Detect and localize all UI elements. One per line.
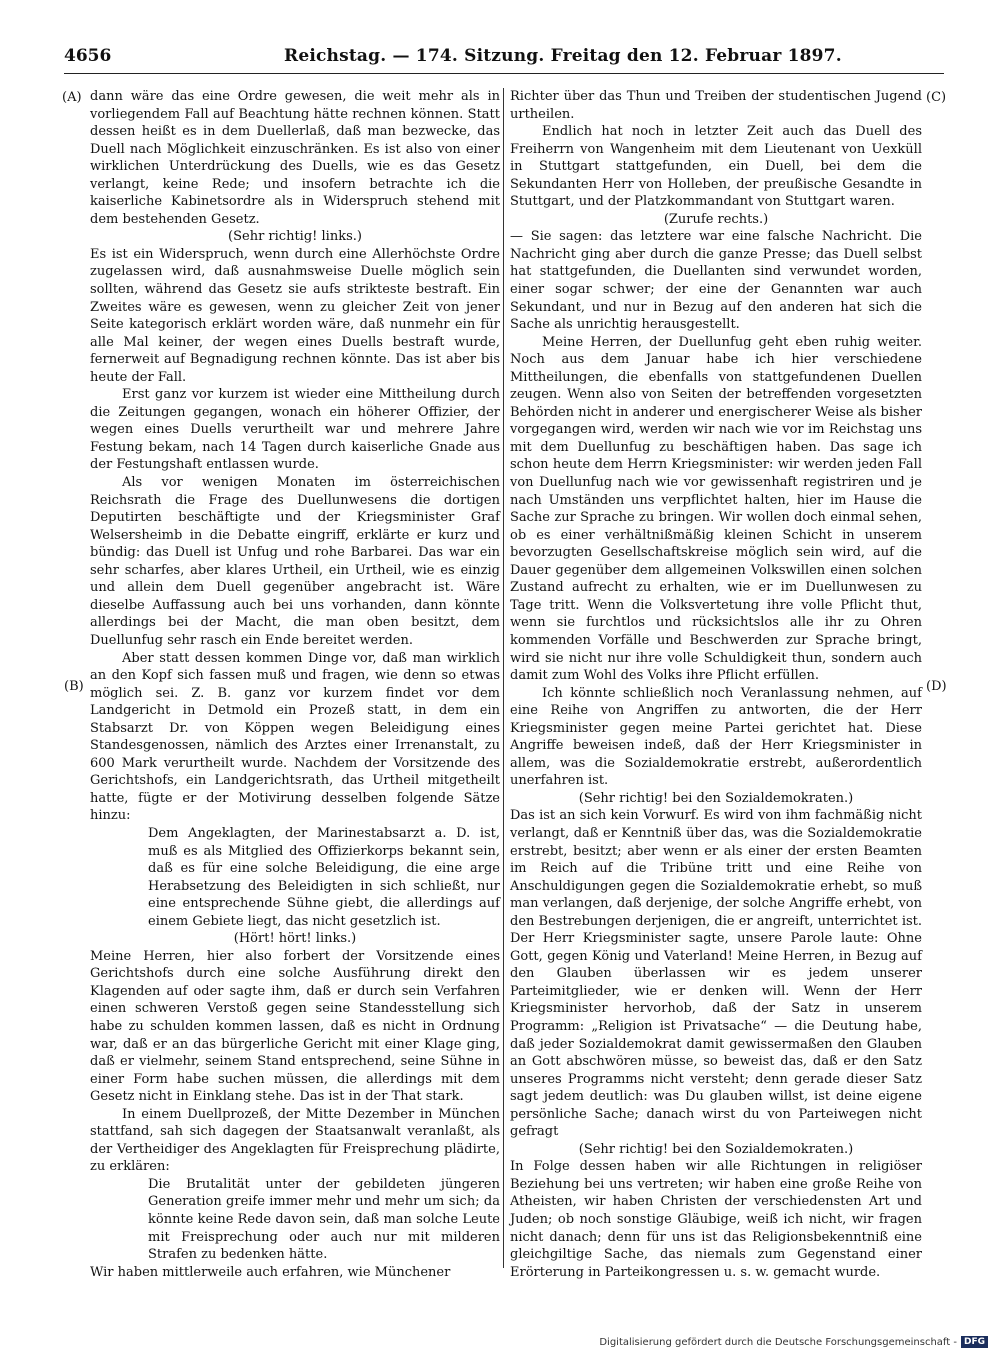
margin-marker-b: (B) xyxy=(64,679,84,694)
paragraph: Wir haben mittlerweile auch erfahren, wie Münchener xyxy=(90,1264,451,1280)
interjection: (Zurufe rechts.) xyxy=(663,211,769,227)
paragraph: Es ist ein Widerspruch, wenn durch eine Allerhöchste Ordre zugelassen wird, daß ausnahmsweise Duelle möglich sein sollten, während das Gesetz sie aufs strikteste bestraft. Ein Zweites wäre es gewesen, wenn zu gleicher Zeit von jener Seite kategorisch erklärt worden wäre, daß nunmehr ein für alle Mal keiner, der wegen eines Duells bestraft wurde, fernerweit auf Begnadigung rechnen könnte. Das ist aber bis heute der Fall. xyxy=(90,246,500,385)
paragraph: Endlich hat noch in letzter Zeit auch das Duell des Freiherrn von Wangenheim mit dem Lieutenant von Uexküll in Stuttgart stattgefunden, ein Duell, bei dem die Sekundanten Herr von Holleben, der preußische Gesandte in Stuttgart, und der Platzkommandant von Stuttgart waren. xyxy=(510,124,922,210)
paragraph: Richter über das Thun und Treiben der studentischen Jugend urtheilen. xyxy=(510,89,922,122)
page-header xyxy=(64,46,944,72)
paragraph: dann wäre das eine Ordre gewesen, die weit mehr als in vorliegendem Fall auf Beachtung hätte rechnen können. Statt dessen heißt es in dem Duellerlaß, daß man bezwecke, das Duell nach Möglichkeit einzuschränken. Es ist also von einer wirklichen Unterdrückung des Duells, wie es das Gesetz verlangt, keine Rede; und insofern betrachte ich die kaiserliche Kabinetsordre als in Widerspruch stehend mit dem bestehenden Gesetz. xyxy=(90,89,500,227)
paragraph: — Sie sagen: das letztere war eine falsche Nachricht. Die Nachricht ging aber durch die ganze Presse; das Duell selbst hat stattgefunden, die Duellanten sind verwundet worden, einer sogar schwer; der eine der Genannten war auch Sekundant, und nur in Bezug auf den anderen hat sich die Sache als unrichtig herausgestellt. xyxy=(510,229,922,333)
paragraph: In einem Duellprozeß, der Mitte Dezember in München stattfand, sah sich dagegen der Staatsanwalt veranlaßt, als der Vertheidiger des Angeklagten für Freisprechung plädirte, zu erklären: xyxy=(90,1106,500,1175)
block-quote: Die Brutalität unter der gebildeten jüngeren Generation greife immer mehr und mehr um sich; da könnte keine Rede davon sein, daß man solche Leute mit Freisprechung oder auch nur mit milderen Strafen zu bedenken hätte. xyxy=(148,1176,500,1263)
paragraph: In Folge dessen haben wir alle Richtungen in religiöser Beziehung bei uns vertreten; wir haben eine große Reihe von Atheisten, wir haben Christen der verschiedensten Art und Juden; ob noch sonstige Gläubige, weiß ich nicht, wir fragen nicht danach; denn für uns ist das Religionsbekenntniß eine gleichgiltige Sache, das niemals zum Gegenstand einer Erörterung in Parteikongressen u. s. w. gemacht wurde. xyxy=(510,1159,922,1280)
block-quote: Dem Angeklagten, der Marinestabsarzt a. D. ist, muß es als Mitglied des Offizierkorps bekannt sein, daß es für eine solche Beleidigung, die eine arge Herabsetzung des Beleidigten in sich schließt, nur eine entsprechende Sühne giebt, die allerdings auf einem Gebiete liegt, das nicht gesetzlich ist. xyxy=(148,825,500,929)
paragraph: Das ist an sich kein Vorwurf. Es wird von ihm fachmäßig nicht verlangt, daß er Kenntniß über das, was die Sozialdemokratie erstrebt, besitzt; aber wenn er als einer der ersten Beamten im Reich auf die Tribüne tritt und eine Reihe von Anschuldigungen gegen die Sozialdemokratie erhebt, so muß man verlangen, daß derjenige, der solche Angriffe erhebt, von den Bestrebungen derjenigen, die er angreift, unterrichtet ist. Der Herr Kriegsminister sagte, unsere Parole laute: Ohne Gott, gegen König und Vaterland! Meine Herren, in Bezug auf den Glauben überlassen wir es jedem unserer Parteimitglieder, wie er denken will. Wenn der Herr Kriegsminister hervorhob, daß der Satz in unserem Programm: „Religion ist Privatsache“ — die Deutung habe, daß jeder Sozialdemokrat damit gewissermaßen den Glauben an Gott abschwören müsse, so beweist das, daß er den Satz unseres Programms nicht versteht; denn gerade dieser Satz sagt jedem deutlich: was Du glauben willst, ist deine eigene persönliche Sache; danach wirst du von Parteiwegen nicht gefragt xyxy=(510,808,922,1140)
interjection: (Sehr richtig! bei den Sozialdemokraten.) xyxy=(578,1141,854,1157)
page-number: 4656 xyxy=(64,46,112,66)
interjection: (Hört! hört! links.) xyxy=(233,931,357,947)
margin-marker-a: (A) xyxy=(62,90,82,105)
paragraph: Aber statt dessen kommen Dinge vor, daß man wirklich an den Kopf sich fassen muß und fragen, wie denn so etwas möglich sei. Z. B. ganz vor kurzem findet vor dem Landgericht in Detmold ein Prozeß statt, in dem ein Stabsarzt Dr. von Köppen wegen Beleidigung eines Standesgenossen, nämlich des Arztes einer Irrenanstalt, zu 600 Mark verurtheilt wurde. Nachdem der Vorsitzende des Gerichtshofs, ein Landgerichtsrath, das Urtheil mitgetheilt hatte, fügte er der Motivirung desselben folgende Sätze hinzu: xyxy=(90,650,500,824)
paragraph: Ich könnte schließlich noch Veranlassung nehmen, auf eine Reihe von Angriffen zu antworten, die der Herr Kriegsminister gegen meine Partei gerichtet hat. Diese Angriffe beweisen indeß, daß der Herr Kriegsminister in allem, was die Sozialdemokratie erstrebt, außerordentlich unerfahren ist. xyxy=(510,685,922,789)
header-rule xyxy=(64,73,944,74)
left-column xyxy=(90,88,500,1280)
margin-marker-d: (D) xyxy=(926,679,947,694)
margin-marker-c: (C) xyxy=(926,90,947,105)
interjection: (Sehr richtig! bei den Sozialdemokraten.) xyxy=(578,790,854,806)
dfg-logo: DFG xyxy=(961,1336,988,1348)
running-head: Reichstag. — 174. Sitzung. Freitag den 12. Februar 1897. xyxy=(284,46,842,66)
column-divider xyxy=(503,88,504,1268)
interjection: (Sehr richtig! links.) xyxy=(228,229,362,245)
paragraph: Als vor wenigen Monaten im österreichischen Reichsrath die Frage des Duellunwesens die dortigen Deputirten beschäftigte und der Kriegsminister Graf Welsersheimb in die Debatte eingriff, erklärte er kurz und bündig: das Duell ist Unfug und rohe Barbarei. Das war ein sehr scharfes, aber klares Urtheil, ein Urtheil, wie es einzig und allein dem Duell gegenüber angebracht ist. Wäre dieselbe Auffassung auch bei uns vorhanden, dann könnte allerdings bei der Macht, die man oben besitzt, dem Duellunfug sehr rasch ein Ende bereitet werden. xyxy=(90,475,500,648)
paragraph: Meine Herren, der Duellunfug geht eben ruhig weiter. Noch aus dem Januar habe ich hier verschiedene Mittheilungen, die ebenfalls von stattgefundenen Duellen zeugen. Wenn also von Seiten der betreffenden vorgesetzten Behörden nicht in anderer und energischerer Weise als bisher vorgegangen wird, werden wir nach wie vor im Reichstag uns mit dem Duellunfug zu beschäftigen haben. Das sage ich schon heute dem Herrn Kriegsminister: wir werden jeden Fall von Duellunfug nach wie vor gewissenhaft registriren und je nach Umständen uns verpflichtet halten, hier im Hause die Sache zur Sprache zu bringen. Wir wollen doch einmal sehen, ob es einer verhältnißmäßig kleinen Schicht in unserem bevorzugten Gesellschaftskreise möglich sein wird, auf die Dauer gegenüber dem allgemeinen Volkswillen einen solchen Zustand aufrecht zu erhalten, wie er im Duellunwesen zu Tage tritt. Wenn die Volksvertetung ihre volle Pflicht thut, wenn sie furchtlos und rücksichtslos alle ihr zu Ohren kommenden Vorfälle und Beschwerden zur Sprache bringt, wird sie nicht nur ihre volle Schuldigkeit thun, sondern auch damit zum Wohl des Volks ihre Pflicht erfüllen. xyxy=(510,334,922,684)
paragraph: Erst ganz vor kurzem ist wieder eine Mittheilung durch die Zeitungen gegangen, wonach ein höherer Offizier, der wegen eines Duells verurtheilt war und mehrere Jahre Festung bekam, nach 14 Tagen durch kaiserliche Gnade aus der Festungshaft entlassen wurde. xyxy=(90,387,500,473)
page-footer xyxy=(599,1336,988,1348)
paragraph: Meine Herren, hier also forbert der Vorsitzende eines Gerichtshofs durch eine solche Ausführung direkt den Klagenden auf oder sagte ihm, daß er durch sein Verfahren einen schweren Verstoß gegen seine Standesstellung sich habe zu schulden kommen lassen, daß es nicht in Ordnung war, daß er an das bürgerliche Gericht mit einer Klage ging, daß er vielmehr, seinem Stand entsprechend, seine Sühne in einer Form habe suchen müssen, die allerdings mit dem Gesetz nicht in Einklang stehe. Das ist in der That stark. xyxy=(90,948,500,1105)
right-column xyxy=(510,88,922,1280)
footer-credit: Digitalisierung gefördert durch die Deutsche Forschungsgemeinschaft - xyxy=(599,1337,957,1348)
